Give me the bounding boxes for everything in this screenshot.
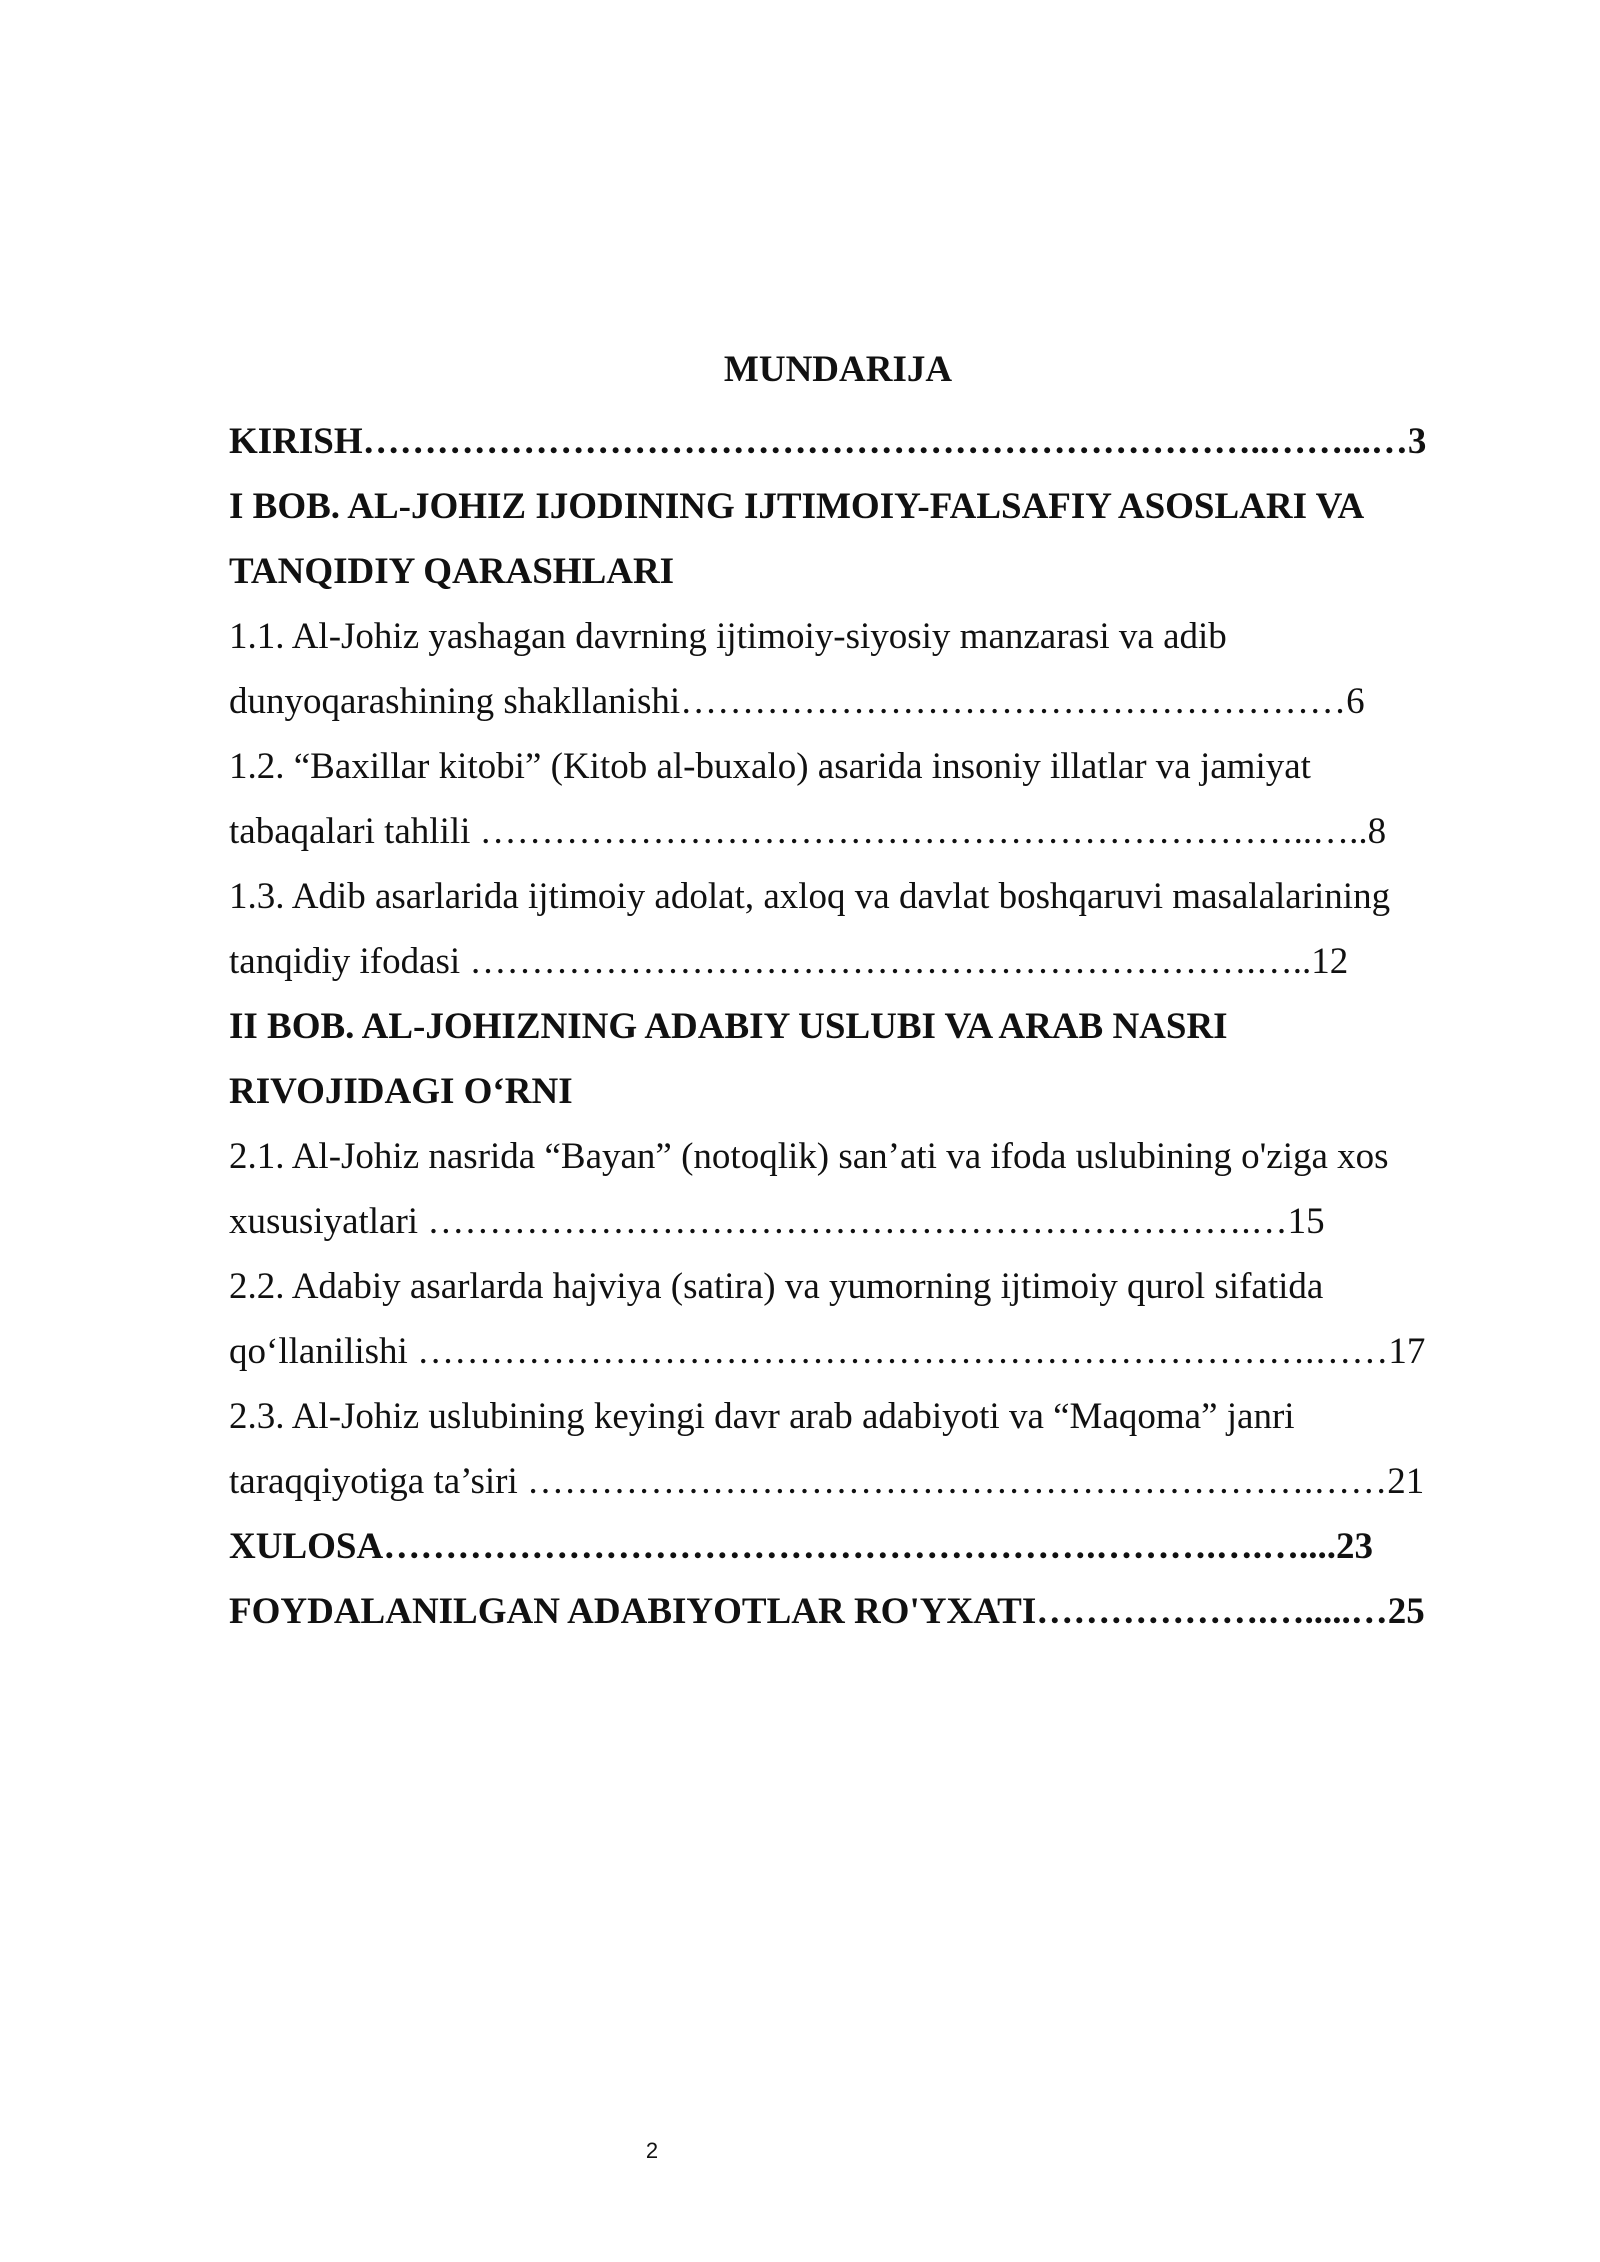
toc-entry-xulosa: XULOSA………………………………………………….……….….…....23 <box>229 1526 1373 1567</box>
toc-chapter-2-heading: II BOB. AL-JOHIZNING ADABIY USLUBI VA ARAB NASRI <box>229 1006 1228 1047</box>
toc-entry-bibliography: FOYDALANILGAN ADABIYOTLAR RO'YXATI……………….….....…25 <box>229 1591 1425 1632</box>
toc-section-2-3: 2.3. Al-Johiz uslubining keyingi davr arab adabiyoti va “Maqoma” janri <box>229 1396 1295 1437</box>
toc-section-2-1: 2.1. Al-Johiz nasrida “Bayan” (notoqlik) san’ati va ifoda uslubining o'ziga xos <box>229 1136 1389 1177</box>
toc-section-1-1-continued: dunyoqarashining shakllanishi………………………………………………6 <box>229 681 1365 722</box>
page-title: MUNDARIJA <box>723 349 953 390</box>
toc-chapter-1-heading: I BOB. AL-JOHIZ IJODINING IJTIMOIY-FALSAFIY ASOSLARI VA <box>229 486 1365 527</box>
toc-section-1-1: 1.1. Al-Johiz yashagan davrning ijtimoiy-siyosiy manzarasi va adib <box>229 616 1227 657</box>
toc-entry-kirish: KIRISH………………………………………………………………..……...…3 <box>229 421 1427 462</box>
toc-section-1-3-continued: tanqidiy ifodasi ……………………………………………………….…..12 <box>229 941 1349 982</box>
toc-section-2-2: 2.2. Adabiy asarlarda hajviya (satira) va yumorning ijtimoiy qurol sifatida <box>229 1266 1324 1307</box>
toc-section-2-2-continued: qo‘llanilishi ……………………………………………………………….……17 <box>229 1331 1426 1372</box>
toc-section-1-3: 1.3. Adib asarlarida ijtimoiy adolat, axloq va davlat boshqaruvi masalalarining <box>229 876 1391 917</box>
toc-chapter-2-heading-continued: RIVOJIDAGI O‘RNI <box>229 1071 573 1112</box>
toc-chapter-1-heading-continued: TANQIDIY QARASHLARI <box>229 551 675 592</box>
toc-section-2-3-continued: taraqqiyotiga ta’siri ……………………………………………………….……21 <box>229 1461 1425 1502</box>
toc-section-1-2: 1.2. “Baxillar kitobi” (Kitob al-buxalo) asarida insoniy illatlar va jamiyat <box>229 746 1311 787</box>
toc-section-2-1-continued: xususiyatlari ………………………………………………………….…15 <box>229 1201 1325 1242</box>
toc-section-1-2-continued: tabaqalari tahlili …………………………………………………………..…..8 <box>229 811 1387 852</box>
page-number: 2 <box>645 2138 659 2163</box>
table-of-contents <box>229 409 1449 1644</box>
